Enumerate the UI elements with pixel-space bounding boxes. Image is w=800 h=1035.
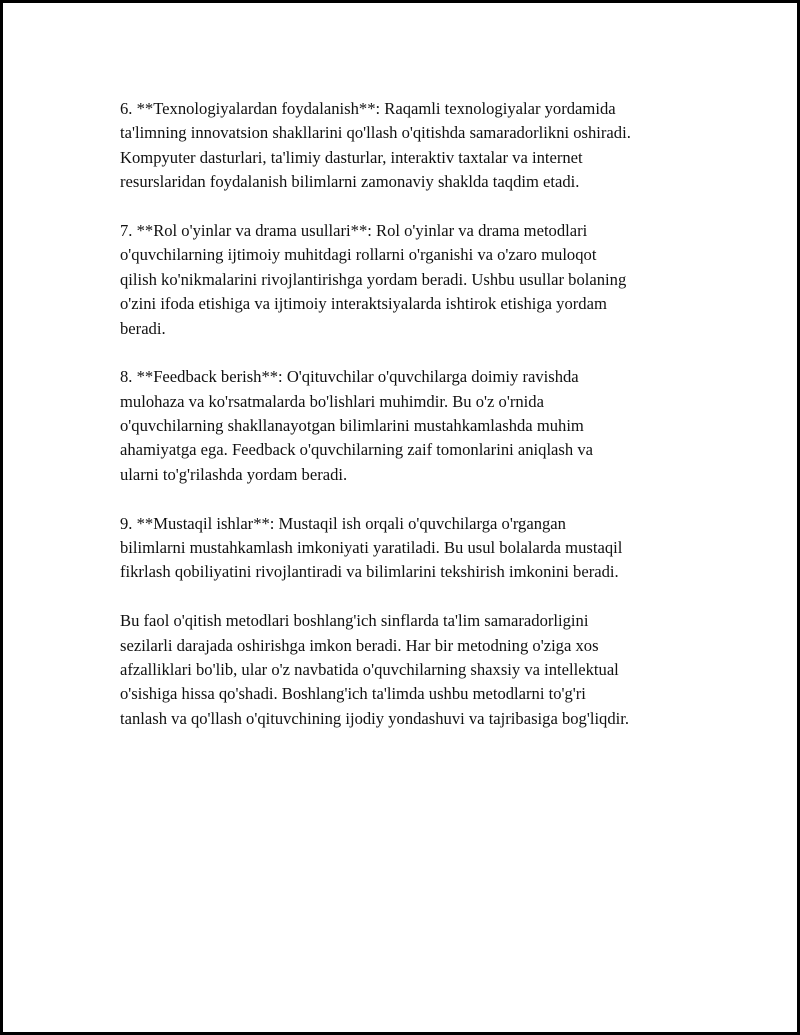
text-line: ta'limning innovatsion shakllarini qo'llash o'qitishda samaradorlikni oshiradi. (120, 123, 631, 143)
text-line: 9. **Mustaqil ishlar**: Mustaqil ish orqali o'quvchilarga o'rgangan (120, 513, 566, 533)
text-line: o'sishiga hissa qo'shadi. Boshlang'ich ta'limda ushbu metodlarni to'g'ri (120, 684, 586, 704)
paragraph-role-play (120, 219, 695, 341)
text-line: Bu faol o'qitish metodlari boshlang'ich sinflarda ta'lim samaradorligini (120, 611, 589, 631)
paragraph-feedback (120, 365, 695, 487)
text-line: beradi. (120, 318, 166, 338)
document-body (120, 97, 695, 756)
text-line: o'quvchilarning ijtimoiy muhitdagi rollarni o'rganishi va o'zaro muloqot (120, 245, 597, 265)
text-line: mulohaza va ko'rsatmalarda bo'lishlari muhimdir. Bu o'z o'rnida (120, 391, 544, 411)
text-line: afzalliklari bo'lib, ular o'z navbatida o'quvchilarning shaxsiy va intellektual (120, 659, 619, 679)
text-line: bilimlarni mustahkamlash imkoniyati yaratiladi. Bu usul bolalarda mustaqil (120, 538, 623, 558)
text-line: 8. **Feedback berish**: O'qituvchilar o'quvchilarga doimiy ravishda (120, 367, 579, 387)
text-line: 7. **Rol o'yinlar va drama usullari**: Rol o'yinlar va drama metodlari (120, 220, 588, 240)
text-line: o'quvchilarning shakllanayotgan bilimlarini mustahkamlashda muhim (120, 416, 584, 436)
text-line: ahamiyatga ega. Feedback o'quvchilarning zaif tomonlarini aniqlash va (120, 440, 593, 460)
text-line: Kompyuter dasturlari, ta'limiy dasturlar, interaktiv taxtalar va internet (120, 147, 583, 167)
text-line: ularni to'g'rilashda yordam beradi. (120, 464, 348, 484)
paragraph-independent-work (120, 512, 695, 585)
text-line: tanlash va qo'llash o'qituvchining ijodiy yondashuvi va tajribasiga bog'liqdir. (120, 708, 630, 728)
text-line: fikrlash qobiliyatini rivojlantiradi va bilimlarini tekshirish imkonini beradi. (120, 562, 619, 582)
text-line: 6. **Texnologiyalardan foydalanish**: Raqamli texnologiyalar yordamida (120, 99, 616, 118)
text-line: o'zini ifoda etishiga va ijtimoiy interaktsiyalarda ishtirok etishiga yordam (120, 294, 607, 314)
text-line: qilish ko'nikmalarini rivojlantirishga yordam beradi. Ushbu usullar bolaning (120, 269, 627, 289)
text-line: resurslaridan foydalanish bilimlarni zamonaviy shaklda taqdim etadi. (120, 172, 580, 192)
paragraph-technology (120, 97, 695, 195)
paragraph-conclusion (120, 609, 695, 731)
text-line: sezilarli darajada oshirishga imkon beradi. Har bir metodning o'ziga xos (120, 635, 599, 655)
